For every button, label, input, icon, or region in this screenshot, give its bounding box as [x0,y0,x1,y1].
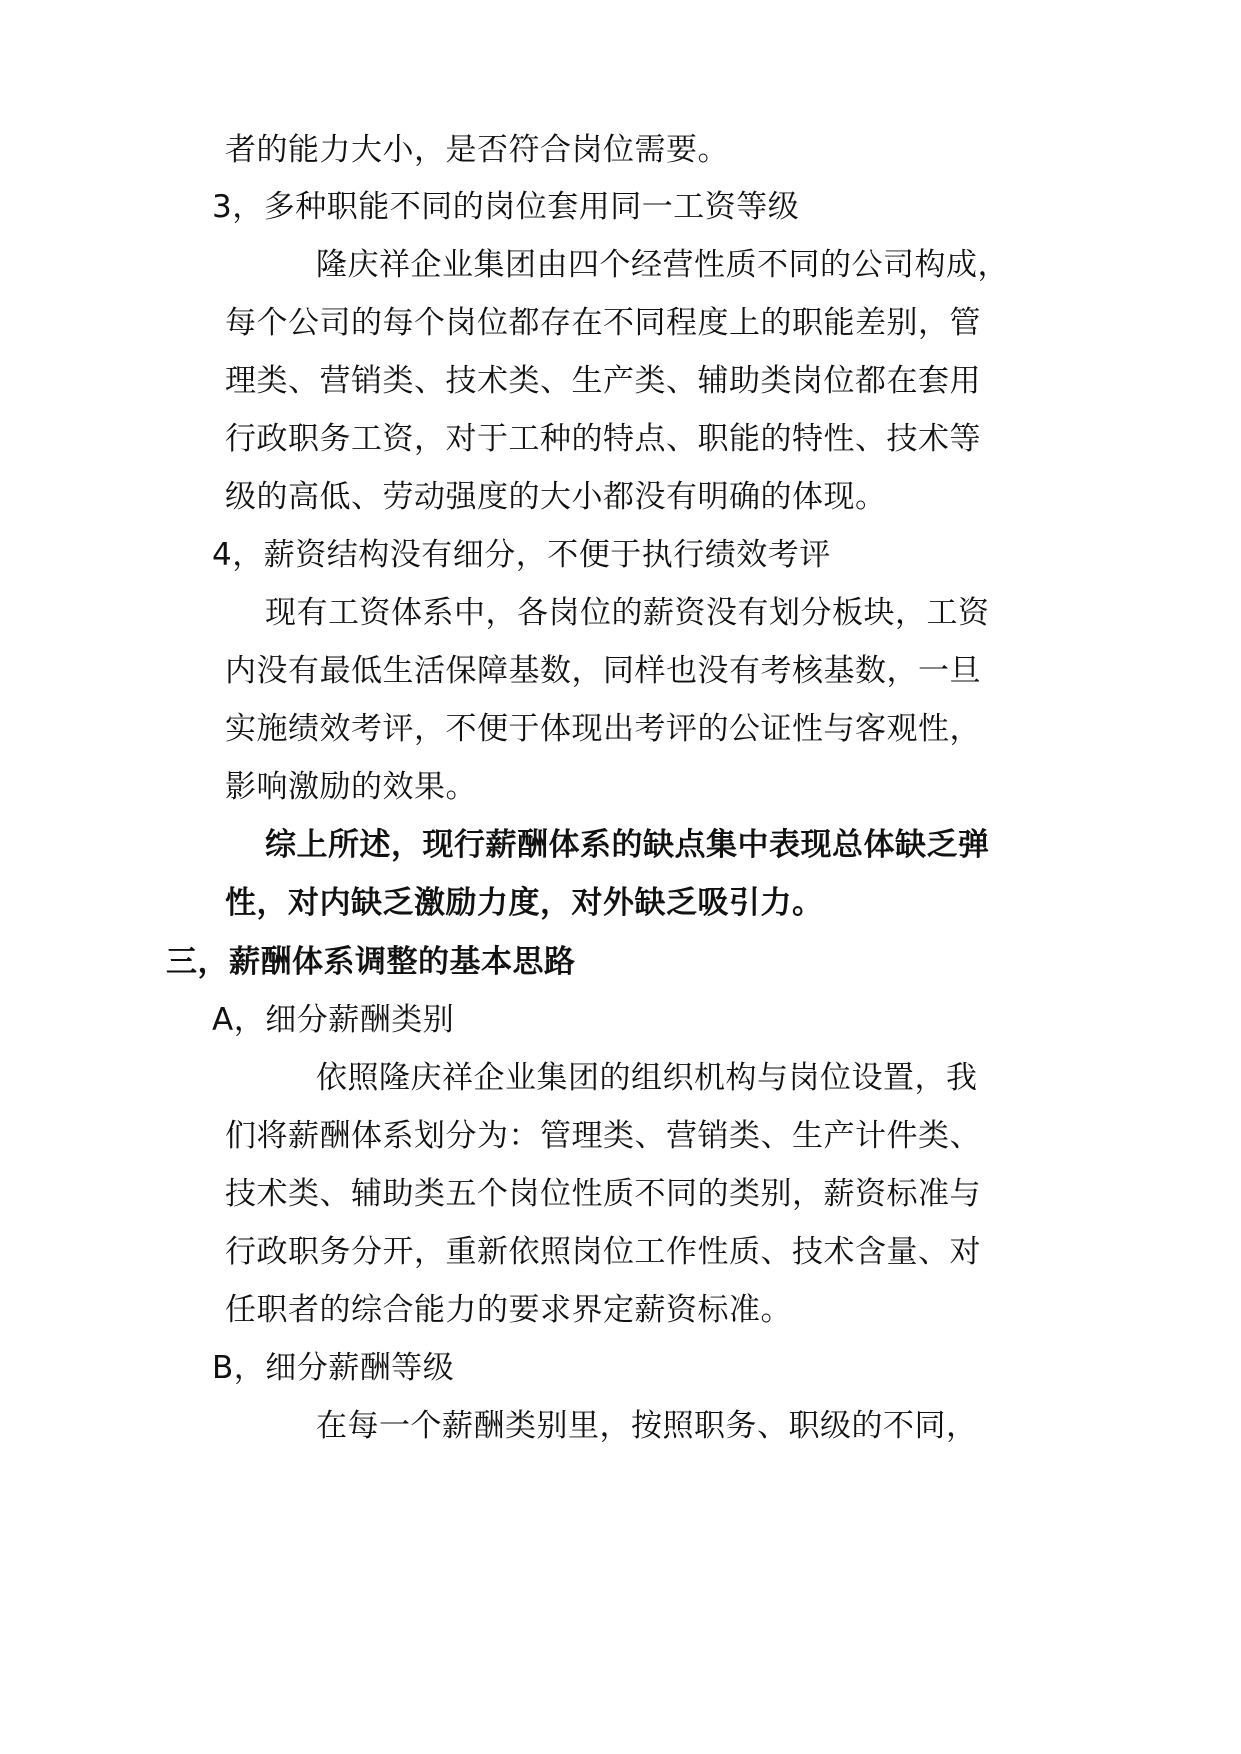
text-line: 在每一个薪酬类别里，按照职务、职级的不同， [316,1408,978,1444]
text-line: 影响激励的效果。 [225,769,477,805]
summary-line: 综上所述，现行薪酬体系的缺点集中表现总体缺乏弹 [265,827,990,863]
subheading-3: 3，多种职能不同的岗位套用同一工资等级 [212,189,800,225]
text-line: 内没有最低生活保障基数，同样也没有考核基数，一旦 [225,653,981,689]
text-line: 行政职务分开，重新依照岗位工作性质、技术含量、对 [225,1234,981,1270]
text-line: 实施绩效考评，不便于体现出考评的公证性与客观性， [225,711,981,747]
text-line: 每个公司的每个岗位都存在不同程度上的职能差别，管 [225,305,981,341]
subheading-4: 4，薪资结构没有细分，不便于执行绩效考评 [212,537,831,573]
text-line: 们将薪酬体系划分为：管理类、营销类、生产计件类、 [225,1118,981,1154]
text-line: 技术类、辅助类五个岗位性质不同的类别，薪资标准与 [225,1176,981,1212]
text-line: 级的高低、劳动强度的大小都没有明确的体现。 [225,479,887,515]
summary-line: 性，对内缺乏激励力度，对外缺乏吸引力。 [225,885,824,921]
text-line: 理类、营销类、技术类、生产类、辅助类岗位都在套用 [225,363,981,399]
text-line: 任职者的综合能力的要求界定薪资标准。 [225,1292,792,1328]
text-line: 隆庆祥企业集团由四个经营性质不同的公司构成， [316,247,1009,283]
subheading-a: A，细分薪酬类别 [212,1002,455,1038]
text-line: 依照隆庆祥企业集团的组织机构与岗位设置，我 [316,1060,978,1096]
text-line: 行政职务工资，对于工种的特点、职能的特性、技术等 [225,421,981,457]
section-heading: 三，薪酬体系调整的基本思路 [166,944,576,980]
subheading-b: B，细分薪酬等级 [212,1350,455,1386]
text-line: 者的能力大小，是否符合岗位需要。 [225,132,729,168]
text-line: 现有工资体系中，各岗位的薪资没有划分板块，工资 [265,595,990,631]
